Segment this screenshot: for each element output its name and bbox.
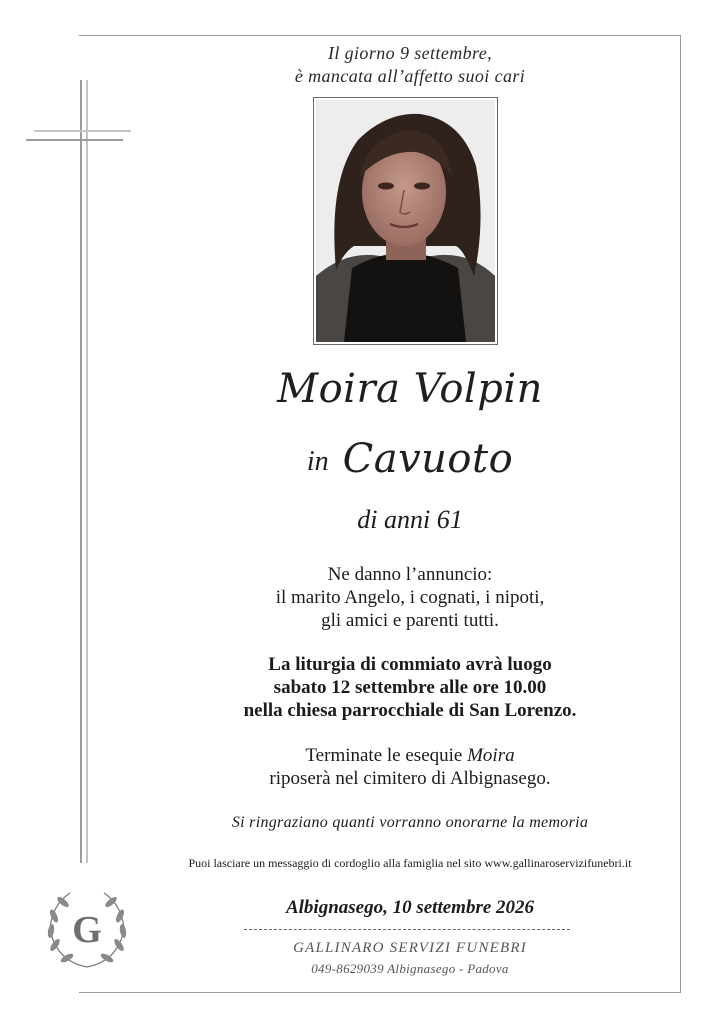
deceased-name: Moira Volpin xyxy=(277,366,543,412)
cross-vertical-bar-light xyxy=(86,80,88,863)
married-surname: Cavuoto xyxy=(342,436,514,482)
portrait-photo xyxy=(313,97,498,345)
cross-vertical-bar xyxy=(80,80,82,863)
announcement-line-3: gli amici e parenti tutti. xyxy=(321,610,499,631)
intro-text xyxy=(140,42,680,88)
liturgy-info xyxy=(140,653,680,722)
liturgy-line-1: La liturgia di commiato avrà luogo xyxy=(268,654,552,675)
logo-letter: G xyxy=(72,909,102,951)
announcement-line-1: Ne danno l’annuncio: xyxy=(327,564,493,585)
liturgy-line-3: nella chiesa parrocchiale di San Lorenzo. xyxy=(243,700,577,721)
company-contact: 049-8629039 Albignasego - Padova xyxy=(311,961,509,976)
cross-horizontal-bar xyxy=(26,139,123,141)
intro-line-1: Il giorno 9 settembre, xyxy=(327,43,493,63)
intro-line-2: è mancata all’affetto suoi cari xyxy=(294,66,526,86)
liturgy-line-2: sabato 12 settembre alle ore 10.00 xyxy=(273,677,547,698)
laurel-logo-icon xyxy=(42,885,132,975)
portrait-image xyxy=(316,100,495,342)
company-name: GALLINARO SERVIZI FUNEBRI xyxy=(293,940,527,956)
place-date: Albignasego, 10 settembre 2026 xyxy=(285,897,535,918)
burial-prefix: Terminate le esequie xyxy=(305,745,463,766)
announcement xyxy=(140,563,680,632)
burial-line-2: riposerà nel cimitero di Albignasego. xyxy=(269,768,551,789)
thanks-text: Si ringraziano quanti vorranno onorarne la memoria xyxy=(231,814,589,831)
burial-name: Moira xyxy=(467,745,515,766)
burial-info xyxy=(140,744,680,790)
dashed-divider xyxy=(244,929,570,930)
married-name xyxy=(140,436,680,482)
in-word: in xyxy=(306,446,329,477)
cross-horizontal-bar-light xyxy=(34,130,131,132)
burial-line-1 xyxy=(140,744,680,767)
announcement-line-2: il marito Angelo, i cognati, i nipoti, xyxy=(275,587,545,608)
condolence-message: Puoi lasciare un messaggio di cordoglio alla famiglia nel sito www.gallinaroservizifunebri.it xyxy=(188,856,632,870)
age-text: di anni 61 xyxy=(357,505,463,534)
